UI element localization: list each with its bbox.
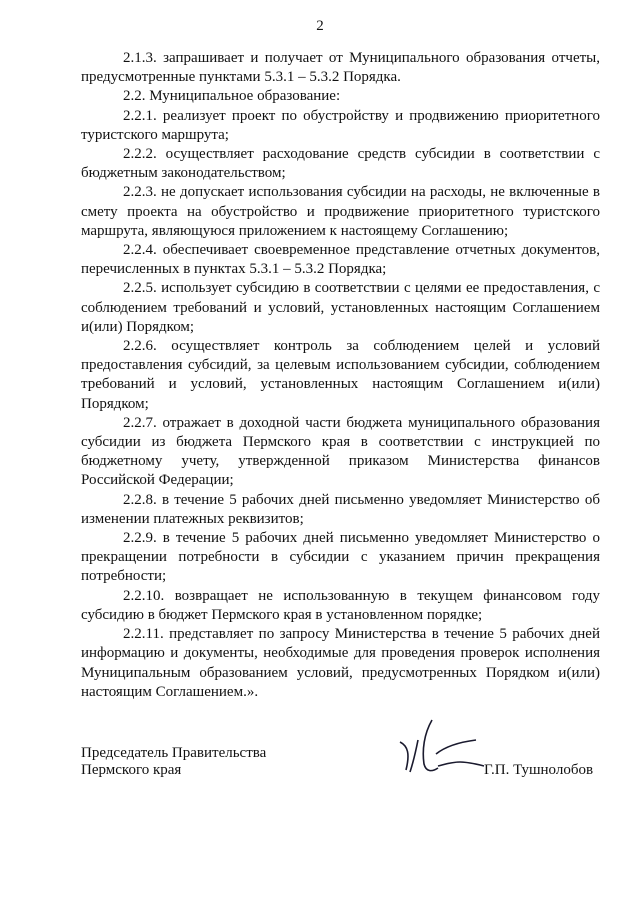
paragraph-2-2-10: 2.2.10. возвращает не использованную в текущем финансовом году субсидию в бюджет Пермского края в установленном порядке; (81, 587, 600, 623)
signatory-position (81, 745, 266, 779)
paragraph-2-2-4: 2.2.4. обеспечивает своевременное представление отчетных документов, перечисленных в пунктах 5.3.1 – 5.3.2 Порядка; (81, 242, 600, 278)
paragraph-2-2-3: 2.2.3. не допускает использования субсидии на расходы, не включенные в смету проекта на обустройство и продвижение приоритетного туристского маршрута, являющуюся приложением к настоящему Соглашению; (81, 184, 600, 239)
paragraph-2-2-11: 2.2.11. представляет по запросу Министерства в течение 5 рабочих дней информацию и документы, необходимые для проведения проверок исполнения Муниципальным образованием условий, предусмотренных Порядком и(или) настоящим Соглашением.». (81, 626, 600, 700)
handwritten-signature (380, 714, 490, 784)
document-body (81, 49, 600, 702)
paragraph-2-2-2: 2.2.2. осуществляет расходование средств субсидии в соответствии с бюджетным законодательством; (81, 146, 600, 182)
paragraph-2-1-3: 2.1.3. запрашивает и получает от Муниципального образования отчеты, предусмотренные пунктами 5.3.1 – 5.3.2 Порядка. (81, 50, 600, 86)
signatory-position-line2: Пермского края (81, 762, 182, 778)
paragraph-2-2-9: 2.2.9. в течение 5 рабочих дней письменно уведомляет Министерство о прекращении потребности в субсидии с указанием причин прекращения потребности; (81, 530, 600, 585)
paragraph-2-2-1: 2.2.1. реализует проект по обустройству и продвижению приоритетного туристского маршрута; (81, 107, 600, 143)
paragraph-2-2-8: 2.2.8. в течение 5 рабочих дней письменно уведомляет Министерство об изменении платежных реквизитов; (81, 491, 600, 527)
paragraph-2-2-6: 2.2.6. осуществляет контроль за соблюдением целей и условий предоставления субсидий, за целевым использованием субсидии, соблюдением требований и условий, установленных настоящим Соглашением и(или) Порядком; (81, 338, 600, 412)
signatory-position-line1: Председатель Правительства (81, 745, 267, 761)
paragraph-2-2-7: 2.2.7. отражает в доходной части бюджета муниципального образования субсидии из бюджета Пермского края в соответствии с инструкцией по бюджетному учету, утвержденной приказом Министерства финансов Российской Федерации; (81, 414, 600, 489)
signatory-name: Г.П. Тушнолобов (484, 762, 594, 778)
page-number: 2 (316, 18, 324, 34)
paragraph-2-2-5: 2.2.5. использует субсидию в соответствии с целями ее предоставления, с соблюдением требований и условий, установленных настоящим Соглашением и(или) Порядком; (81, 280, 600, 335)
paragraph-2-2: 2.2. Муниципальное образование: (123, 88, 341, 105)
